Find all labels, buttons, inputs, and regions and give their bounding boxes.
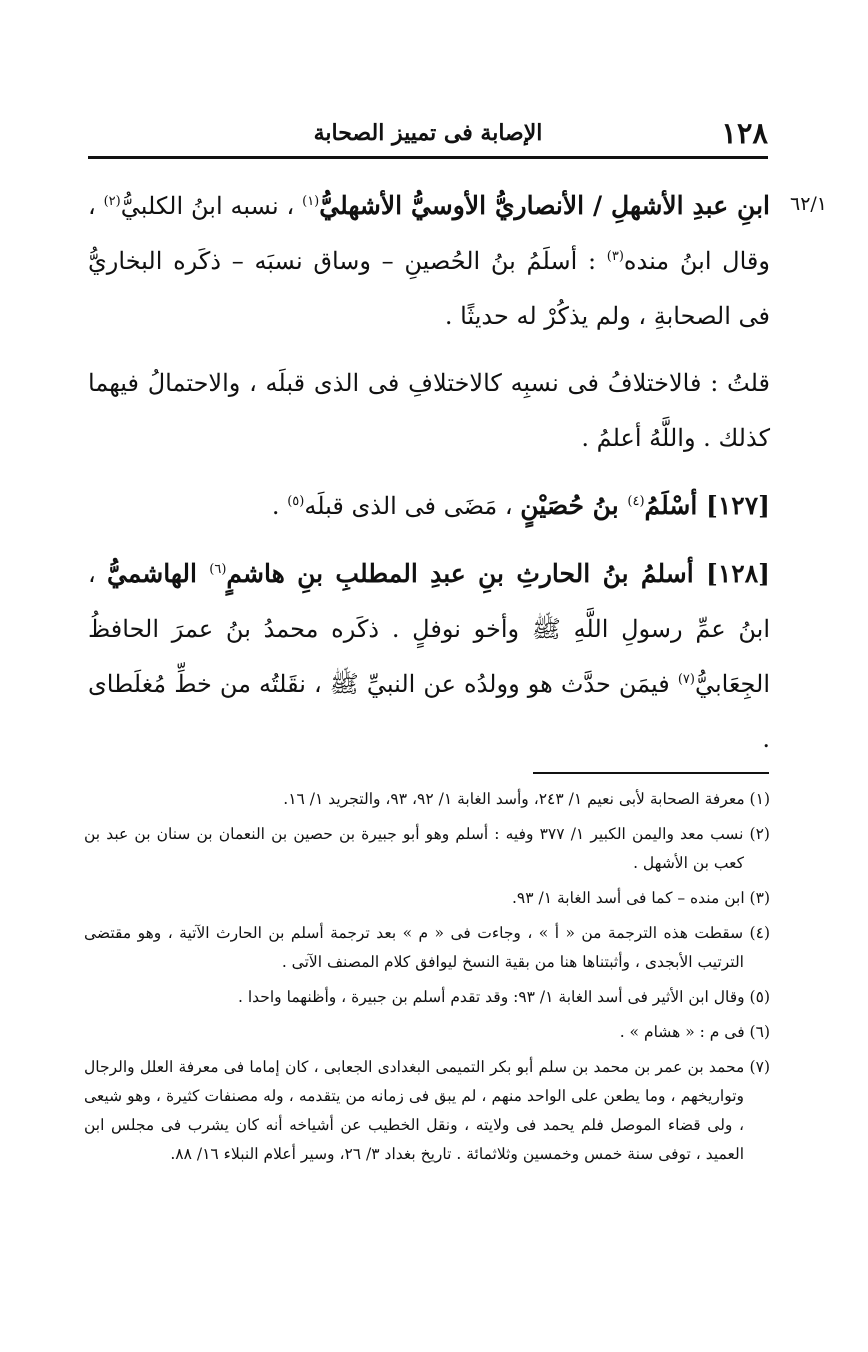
entry-heading: ابنِ عبدِ الأشهلِ / الأنصاريُّ الأوسيُّ الأشهليُّ [319,191,770,220]
footnote-ref: (٦) [209,562,227,577]
footnote-ref: (٥) [287,494,305,509]
footnote-ref: (٣) [606,249,624,264]
footnote-rule [533,772,769,774]
entry-paragraph [88,178,770,344]
page-header [88,110,768,154]
footnote-ref: (٢) [103,194,121,209]
footnote: (٣) ابن منده – كما فى أسد الغابة ١/ ٩٣. [511,889,770,907]
body-text-run: فيمَن حدَّث هو وولدُه عن النبيِّ ﷺ ، نقَلتُه من خطِّ مُغلَطاى . [88,670,770,753]
footnote: (٥) وقال ابن الأثير فى أسد الغابة ١/ ٩٣: وقد تقدم أسلم بن جبيرة ، وأظنهما واحدا . [238,988,770,1006]
footnote: (٦) فى م : « هشام » . [619,1023,770,1041]
margin-reference: ٦٢/١ [790,193,828,215]
entry-heading: [١٢٧] أسْلَمُ [644,491,770,520]
footnote: (١) معرفة الصحابة لأبى نعيم ١/ ٢٤٣، وأسد الغابة ١/ ٩٢، ٩٣، والتجريد ١/ ١٦. [283,790,770,808]
entry-heading: الهاشميُّ [107,559,210,588]
running-title: الإصابة فى تمييز الصحابة [313,120,543,146]
body-text-run: : أسلَمُ بنُ الحُصينِ – وساق نسبَه – ذكَره البخاريُّ فى الصحابةِ ، ولم يذكُرْ له حديثًا . [88,247,770,330]
footnotes [84,785,770,1175]
body-text-run: ، مَضَى فى الذى قبلَه [304,492,521,520]
entry-paragraph [88,546,770,767]
header-rule [88,156,768,159]
footnote: (٧) محمد بن عمر بن محمد بن سلم أبو بكر التميمى البغدادى الجعابى ، كان إماما فى معرفة العلل والرجال وتواريخهم ، وما يطعن على الواحد منهم ، لم يبق فى زمانه من يتقدمه ، وله مصنفات كثيرة ، وهو شيعى ، ولى قضاء الموصل فلم يحمد فى ولايته ، ونقل الخطيب عن أشياخه أنه كان يشرب فى مجلس ابن العميد ، توفى سنة خمس وخمسين وثلاثمائة . تاريخ بغداد ٣/ ٢٦، وسير أعلام النبلاء ١٦/ ٨٨. [84,1058,770,1163]
main-text [88,178,770,767]
entry-heading: بنُ حُصَيْنٍ [520,491,628,520]
body-text-run: ، نسبه ابنُ الكلبيُّ [120,192,303,220]
commentary-paragraph: قلتُ : فالاختلافُ فى نسبِه كالاختلافِ فى الذى قبلَه ، والاحتمالُ فيهما كذلك . واللَّهُ أعلمُ . [88,369,770,452]
body-text-run: ، وقال ابنُ منده [88,192,770,275]
body-text-run: . [271,492,288,520]
footnote: (٢) نسب معد واليمن الكبير ١/ ٣٧٧ وفيه : أسلم وهو أبو جبيرة بن حصين بن النعمان بن سنان بن عبد بن كعب بن الأشهل . [84,825,770,872]
footnote: (٤) سقطت هذه الترجمة من « أ » ، وجاءت فى « م » بعد ترجمة أسلم بن الحارث الآتية ، وهو مقتضى الترتيب الأبجدى ، وأثبتناها هنا من بقية النسخ ليوافق كلام المصنف الآتى . [84,924,770,971]
footnote-ref: (١) [302,194,320,209]
page-number: ١٢٨ [721,116,768,150]
body-text-run: ، ابنُ عمِّ رسولِ اللَّهِ ﷺ وأخو نوفلٍ . ذكَره محمدُ بنُ عمرَ الحافظُ الجِعَابيُّ [88,560,770,698]
footnote-ref: (٧) [677,672,695,687]
entry-heading: [١٢٨] أسلمُ بنُ الحارثِ بنِ عبدِ المطلبِ بنِ هاشمٍ [226,559,770,588]
entry-paragraph [88,478,770,534]
footnote-ref: (٤) [627,494,645,509]
